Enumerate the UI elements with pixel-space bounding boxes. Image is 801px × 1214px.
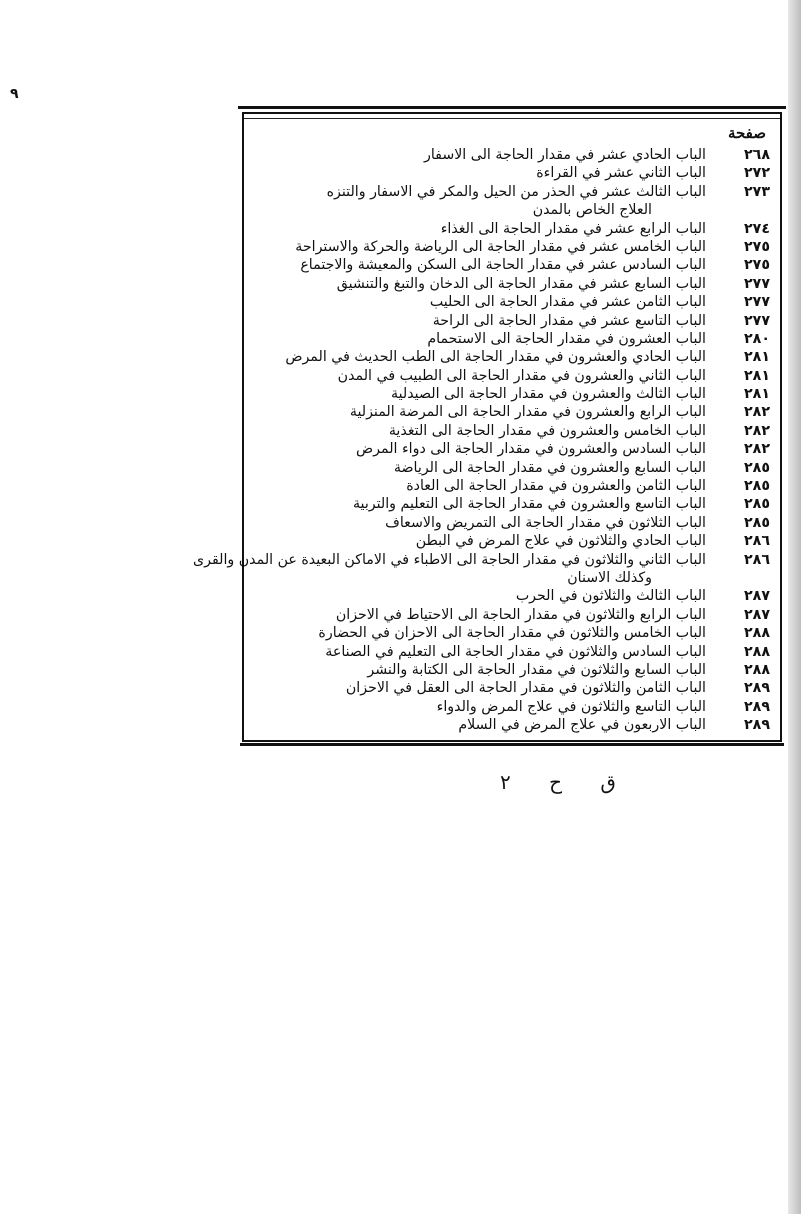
toc-entry-title: الباب الخامس والثلاثون في مقدار الحاجة الى الاحزان في الحضارة xyxy=(318,625,706,642)
toc-entry xyxy=(254,146,770,164)
book-spine-edge xyxy=(788,0,801,1214)
toc-entry-title: الباب الثاني عشر في القراءة xyxy=(536,165,706,182)
toc-entry-page-number: ٢٨٩ xyxy=(744,680,770,697)
toc-entry-title: الباب الثامن عشر في مقدار الحاجة الى الحليب xyxy=(429,294,706,311)
toc-entry xyxy=(254,459,770,477)
toc-entry-page-number: ٢٨٥ xyxy=(744,478,770,495)
toc-entry-title: الباب الثاني والعشرون في مقدار الحاجة الى الطبيب في المدن xyxy=(337,367,706,384)
toc-entry xyxy=(254,293,770,311)
toc-entry-title: الباب التاسع والعشرون في مقدار الحاجة الى التعليم والتربية xyxy=(352,496,706,513)
frame-inner-rule xyxy=(244,118,780,119)
toc-entry-title: الباب الثامن والعشرون في مقدار الحاجة الى العادة xyxy=(406,478,706,495)
toc-entry xyxy=(254,716,770,734)
page-number: ٩ xyxy=(10,86,19,102)
toc-entry-page-number: ٢٨٥ xyxy=(744,514,770,531)
toc-entry-title: الباب الحادي والعشرون في مقدار الحاجة الى الطب الحديث في المرض xyxy=(285,349,706,366)
footer-signature: ق ح ٢ xyxy=(500,770,616,794)
toc-entry xyxy=(254,238,770,256)
toc-entry xyxy=(254,275,770,293)
toc-entry-page-number: ٢٨١ xyxy=(744,386,770,403)
toc-entry-page-number: ٢٨٥ xyxy=(744,459,770,476)
toc-entry-title: الباب الرابع والعشرون في مقدار الحاجة الى المرضة المنزلية xyxy=(349,404,706,421)
toc-entry-page-number: ٢٧٧ xyxy=(744,275,770,292)
toc-entry-title: الباب التاسع والثلاثون في علاج المرض والدواء xyxy=(436,698,706,715)
toc-entry-page-number: ٢٨٧ xyxy=(744,606,770,623)
toc-entry xyxy=(254,220,770,238)
toc-entry-title: الباب الثامن والثلاثون في مقدار الحاجة الى العقل في الاحزان xyxy=(345,680,706,697)
toc-entry-page-number: ٢٨٢ xyxy=(744,422,770,439)
toc-entry xyxy=(254,661,770,679)
toc-entry xyxy=(254,312,770,330)
toc-entry xyxy=(254,569,770,587)
toc-entry-page-number: ٢٨٠ xyxy=(744,330,770,347)
toc-entry-page-number: ٢٧٣ xyxy=(744,183,770,200)
toc-entry-title: الباب الثالث والثلاثون في الحرب xyxy=(515,588,706,605)
toc-entry-title: الباب الرابع عشر في مقدار الحاجة الى الغذاء xyxy=(440,220,706,237)
toc-entry xyxy=(254,201,770,219)
toc-entry-title: الباب الثالث والعشرون في مقدار الحاجة الى الصيدلية xyxy=(391,386,706,403)
toc-entry-title: الباب الخامس عشر في مقدار الحاجة الى الرياضة والحركة والاستراحة xyxy=(295,238,706,255)
toc-entry-page-number: ٢٦٨ xyxy=(744,147,770,163)
frame-bottom-rule xyxy=(240,743,784,746)
toc-entry-page-number: ٢٨٨ xyxy=(744,643,770,660)
toc-entry-title: الباب الحادي عشر في مقدار الحاجة الى الاسفار xyxy=(423,147,706,163)
toc-entry-page-number: ٢٧٥ xyxy=(744,238,770,255)
toc-entry-title: الباب التاسع عشر في مقدار الحاجة الى الراحة xyxy=(432,312,706,329)
toc-entry-title: الباب السادس والثلاثون في مقدار الحاجة الى التعليم في الصناعة xyxy=(325,643,706,660)
toc-entry-title: العلاج الخاص بالمدن xyxy=(532,202,652,219)
toc-entry-page-number: ٢٨٨ xyxy=(744,661,770,678)
toc-entry-page-number: ٢٨٢ xyxy=(744,404,770,421)
table-of-contents-frame xyxy=(193,112,782,742)
toc-entry xyxy=(254,606,770,624)
toc-entry xyxy=(254,183,770,201)
toc-entry-title: الباب السادس عشر في مقدار الحاجة الى السكن والمعيشة والاجتماع xyxy=(300,257,706,274)
toc-entry-page-number: ٢٧٤ xyxy=(744,220,770,237)
toc-entry xyxy=(254,367,770,385)
toc-entry-title: الباب السادس والعشرون في مقدار الحاجة الى دواء المرض xyxy=(356,441,706,458)
toc-entry xyxy=(254,348,770,366)
toc-entry-title: الباب الحادي والثلاثون في علاج المرض في البطن xyxy=(415,533,706,550)
toc-entry-title: الباب الثلاثون في مقدار الحاجة الى التمريض والاسعاف xyxy=(385,514,706,531)
toc-entry xyxy=(254,514,770,532)
toc-entry xyxy=(193,551,770,569)
toc-entry-page-number: ٢٧٧ xyxy=(744,312,770,329)
toc-entry-page-number: ٢٨٥ xyxy=(744,496,770,513)
toc-entry-title: الباب الثالث عشر في الحذر من الحيل والمكر في الاسفار والتنزه xyxy=(326,183,706,200)
toc-entry xyxy=(254,440,770,458)
toc-entry-title: الباب السابع عشر في مقدار الحاجة الى الدخان والتبغ والتنشيق xyxy=(336,275,706,292)
toc-entry xyxy=(254,164,770,182)
toc-entry xyxy=(254,422,770,440)
toc-entry-title: الباب الرابع والثلاثون في مقدار الحاجة الى الاحتياط في الاحزان xyxy=(335,606,706,623)
toc-entry-page-number: ٢٨١ xyxy=(744,367,770,384)
toc-entry-title: وكذلك الاسنان xyxy=(567,569,652,586)
toc-entry-title: الباب السابع والعشرون في مقدار الحاجة الى الرياضة xyxy=(393,459,706,476)
toc-list xyxy=(193,146,770,735)
toc-entry-page-number: ٢٧٢ xyxy=(744,165,770,182)
toc-entry xyxy=(254,477,770,495)
toc-entry-page-number: ٢٧٥ xyxy=(744,257,770,274)
toc-entry-title: الباب الاربعون في علاج المرض في السلام xyxy=(458,717,706,734)
toc-entry-page-number: ٢٨٧ xyxy=(744,588,770,605)
toc-entry xyxy=(254,643,770,661)
toc-entry xyxy=(254,330,770,348)
page-column-header: صفحة xyxy=(727,124,766,142)
toc-entry xyxy=(254,532,770,550)
toc-entry xyxy=(254,403,770,421)
toc-entry-page-number: ٢٨٦ xyxy=(744,533,770,550)
toc-entry-page-number: ٢٨٢ xyxy=(744,441,770,458)
toc-entry-page-number: ٢٨٨ xyxy=(744,625,770,642)
frame-top-rule xyxy=(238,106,786,109)
toc-entry xyxy=(254,587,770,605)
toc-entry-title: الباب الثاني والثلاثون في مقدار الحاجة الى الاطباء في الاماكن البعيدة عن المدن والقرى xyxy=(193,551,706,568)
toc-entry-page-number: ٢٨٦ xyxy=(744,551,770,568)
toc-entry-page-number: ٢٨١ xyxy=(744,349,770,366)
toc-entry xyxy=(254,698,770,716)
toc-entry-title: الباب السابع والثلاثون في مقدار الحاجة الى الكتابة والنشر xyxy=(367,661,706,678)
toc-entry xyxy=(254,679,770,697)
toc-entry-page-number: ٢٧٧ xyxy=(744,294,770,311)
toc-entry-page-number: ٢٨٩ xyxy=(744,717,770,734)
toc-entry xyxy=(254,624,770,642)
toc-entry-title: الباب الخامس والعشرون في مقدار الحاجة الى التغذية xyxy=(388,422,706,439)
toc-entry xyxy=(254,495,770,513)
toc-entry xyxy=(254,256,770,274)
toc-entry-title: الباب العشرون في مقدار الحاجة الى الاستحمام xyxy=(427,330,706,347)
toc-entry-page-number: ٢٨٩ xyxy=(744,698,770,715)
toc-entry xyxy=(254,385,770,403)
